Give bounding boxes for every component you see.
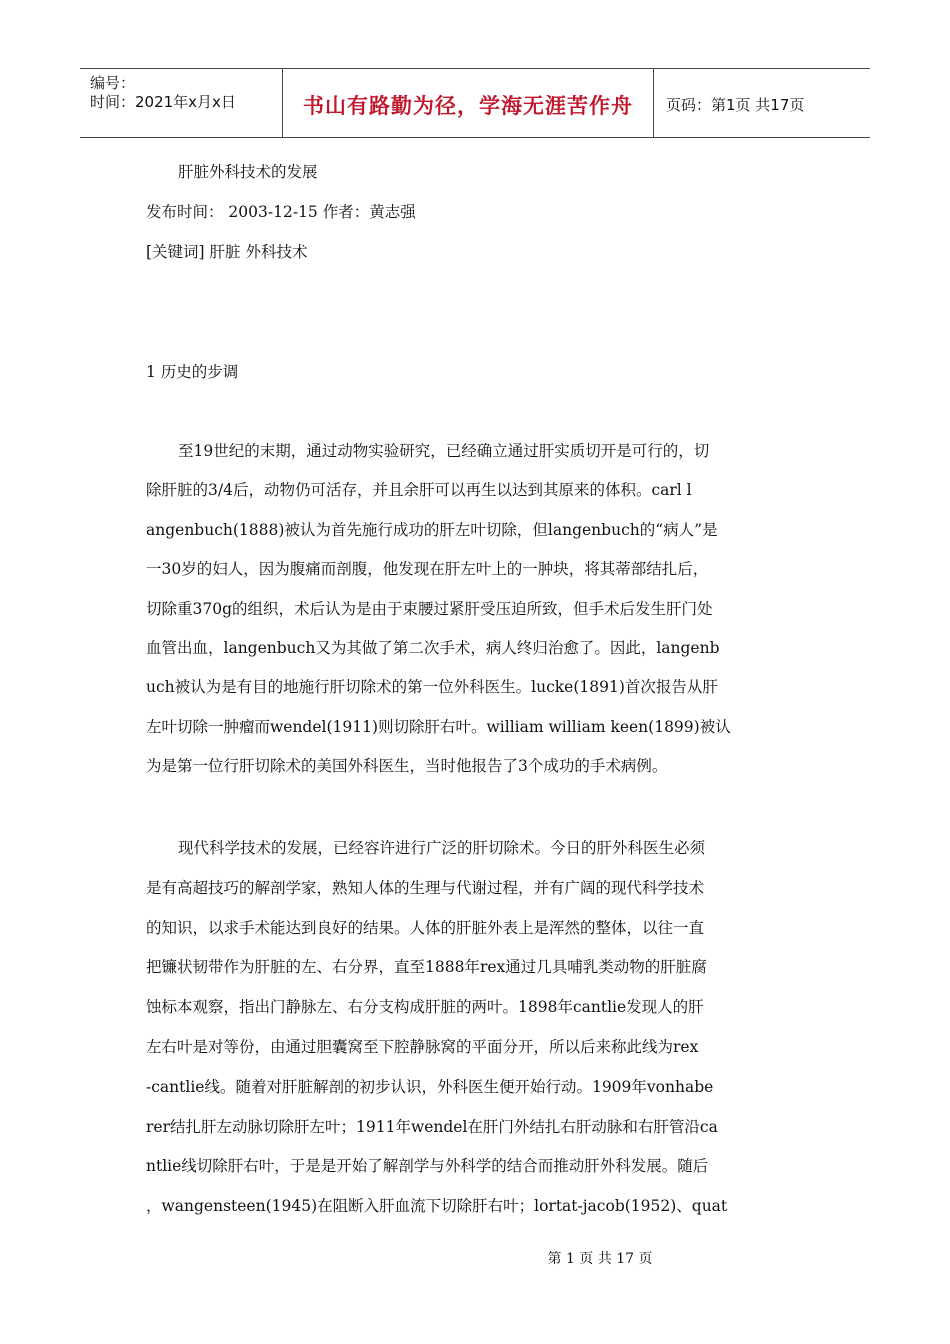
paragraph-line: uch被认为是有目的地施行肝切除术的第一位外科医生。lucke(1891)首次报告从肝 (146, 678, 718, 697)
paragraph-line: 把镰状韧带作为肝脏的左、右分界，直至1888年rex通过几具哺乳类动物的肝脏腐 (146, 958, 707, 977)
publish-line: 发布时间： 2003-12-15 作者：黄志强 (146, 203, 416, 221)
paragraph-line: 除肝脏的3/4后，动物仍可活存，并且余肝可以再生以达到其原来的体积。carl l (146, 481, 692, 500)
paragraph-line: ntlie线切除肝右叶，于是是开始了解剖学与外科学的结合而推动肝外科发展。随后 (146, 1157, 709, 1176)
paragraph-line: 为是第一位行肝切除术的美国外科医生，当时他报告了3个成功的手术病例。 (146, 757, 668, 776)
slogan: 书山有路勤为径，学海无涯苦作舟 (303, 94, 633, 118)
number-label: 编号： (90, 74, 136, 92)
paragraph-line: angenbuch(1888)被认为首先施行成功的肝左叶切除，但langenbuch的“病人”是 (146, 520, 718, 539)
paragraph-line: rer结扎肝左动脉切除肝左叶；1911年wendel在肝门外结扎右肝动脉和右肝管沿ca (146, 1117, 718, 1136)
paragraph-line: -cantlie线。随着对肝脏解剖的初步认识，外科医生便开始行动。1909年vonhabe (146, 1077, 714, 1096)
header-table (80, 68, 870, 138)
page-footer (0, 1248, 950, 1268)
paragraph-line: 蚀标本观察，指出门静脉左、右分支构成肝脏的两叶。1898年cantlie发现人的肝 (146, 998, 704, 1017)
paragraph-line: 切除重370g的组织，术后认为是由于束腰过紧肝受压迫所致，但手术后发生肝门处 (146, 599, 713, 618)
paragraph-line: 现代科学技术的发展，已经容许进行广泛的肝切除术。今日的肝外科医生必须 (178, 839, 706, 857)
footer-page-number: 第 1 页 共 17 页 (547, 1251, 653, 1267)
paragraph-line: 左右叶是对等份，由通过胆囊窝至下腔静脉窝的平面分开，所以后来称此线为rex (146, 1038, 699, 1056)
keywords-line: [关键词] 肝脏 外科技术 (146, 243, 308, 261)
header-meta (80, 69, 283, 137)
paragraph-line: 至19世纪的末期，通过动物实验研究，已经确立通过肝实质切开是可行的，切 (178, 442, 710, 460)
section-heading: 1 历史的步调 (146, 363, 239, 381)
paragraph-line: 一30岁的妇人，因为腹痛而剖腹，他发现在肝左叶上的一肿块，将其蒂部结扎后， (146, 560, 709, 579)
paragraph-line: 血管出血，langenbuch又为其做了第二次手术，病人终归治愈了。因此，langenb (146, 639, 720, 657)
header-slogan-cell (283, 69, 654, 137)
paragraph-line: 的知识，以求手术能达到良好的结果。人体的肝脏外表上是浑然的整体，以往一直 (146, 918, 705, 937)
date-label: 时间：2021年x月x日 (90, 93, 236, 111)
page-info: 页码：第1页 共17页 (666, 95, 805, 114)
paragraph-line: 左叶切除一肿瘤而wendel(1911)则切除肝右叶。william william keen(1899)被认 (146, 717, 731, 736)
paragraph-line: ，wangensteen(1945)在阻断入肝血流下切除肝右叶；lortat-jacob(1952)、quat (146, 1197, 728, 1216)
article-title: 肝脏外科技术的发展 (178, 163, 318, 181)
paragraph-line: 是有高超技巧的解剖学家，熟知人体的生理与代谢过程，并有广阔的现代科学技术 (146, 878, 705, 897)
